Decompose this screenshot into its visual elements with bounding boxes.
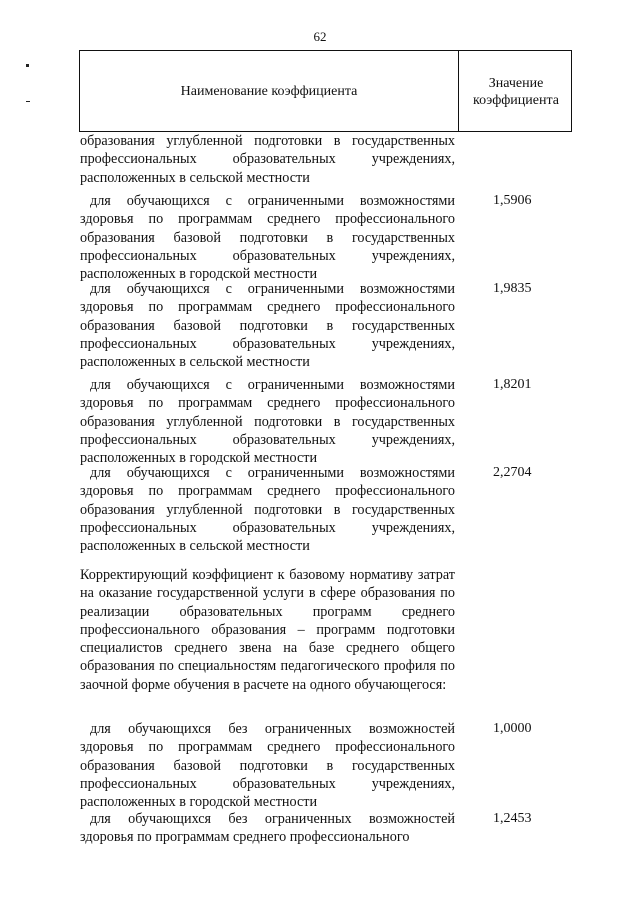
coefficient-name: для обучающихся с ограниченными возможностями здоровья по программам среднего профессионального образования базовой подготовки в государственных профессиональных образовательных учреждениях, расположенных в сельской местности <box>80 281 455 371</box>
column-header-name: Наименование коэффициента <box>180 84 358 99</box>
scan-artifact <box>26 64 29 67</box>
coefficient-name: для обучающихся с ограниченными возможностями здоровья по программам среднего профессионального образования базовой подготовки в государственных профессиональных образовательных учреждениях, расположенных в городской местности <box>80 193 455 283</box>
table-row <box>80 810 532 847</box>
coefficient-name: образования углубленной подготовки в государственных профессиональных образовательных учреждениях, расположенных в сельской местности <box>80 133 455 186</box>
table-row <box>80 376 532 467</box>
coefficient-value: 1,9835 <box>493 281 532 296</box>
coefficient-name: для обучающихся без ограниченных возможностей здоровья по программам среднего профессионального <box>80 811 455 846</box>
coefficient-name: для обучающихся с ограниченными возможностями здоровья по программам среднего профессионального образования углубленной подготовки в государственных профессиональных образовательных учреждениях, расположенных в сельской местности <box>80 465 455 555</box>
coefficient-name: Корректирующий коэффициент к базовому нормативу затрат на оказание государственной услуги в сфере образования по реализации образовательных программ среднего профессионального образования – программ подготовки специалистов среднего звена на базе среднего общего образования по специальностям педагогического профиля по заочной форме обучения в расчете на одного обучающегося: <box>80 567 455 693</box>
coefficient-name: для обучающихся без ограниченных возможностей здоровья по программам среднего профессионального образования базовой подготовки в государственных профессиональных образовательных учреждениях, расположенных в городской местности <box>80 721 455 811</box>
table-row <box>80 192 532 283</box>
column-header-value-line2: коэффициента <box>473 93 559 108</box>
table-header <box>79 50 572 132</box>
scan-artifact <box>26 101 30 102</box>
table-row <box>80 566 455 694</box>
coefficient-value: 1,5906 <box>493 193 532 208</box>
table-row <box>80 280 532 371</box>
coefficient-value: 1,8201 <box>493 377 532 392</box>
coefficient-value: 1,0000 <box>493 721 532 736</box>
coefficient-value: 1,2453 <box>493 811 532 826</box>
coefficient-name: для обучающихся с ограниченными возможностями здоровья по программам среднего профессионального образования углубленной подготовки в государственных профессиональных образовательных учреждениях, расположенных в городской местности <box>80 377 455 467</box>
column-header-value <box>459 75 573 109</box>
page-number: 62 <box>313 29 327 44</box>
table-row <box>80 720 532 811</box>
coefficient-value: 2,2704 <box>493 465 532 480</box>
table-row <box>80 464 532 555</box>
column-header-value-line1: Значение <box>488 76 544 91</box>
table-row <box>80 132 455 187</box>
